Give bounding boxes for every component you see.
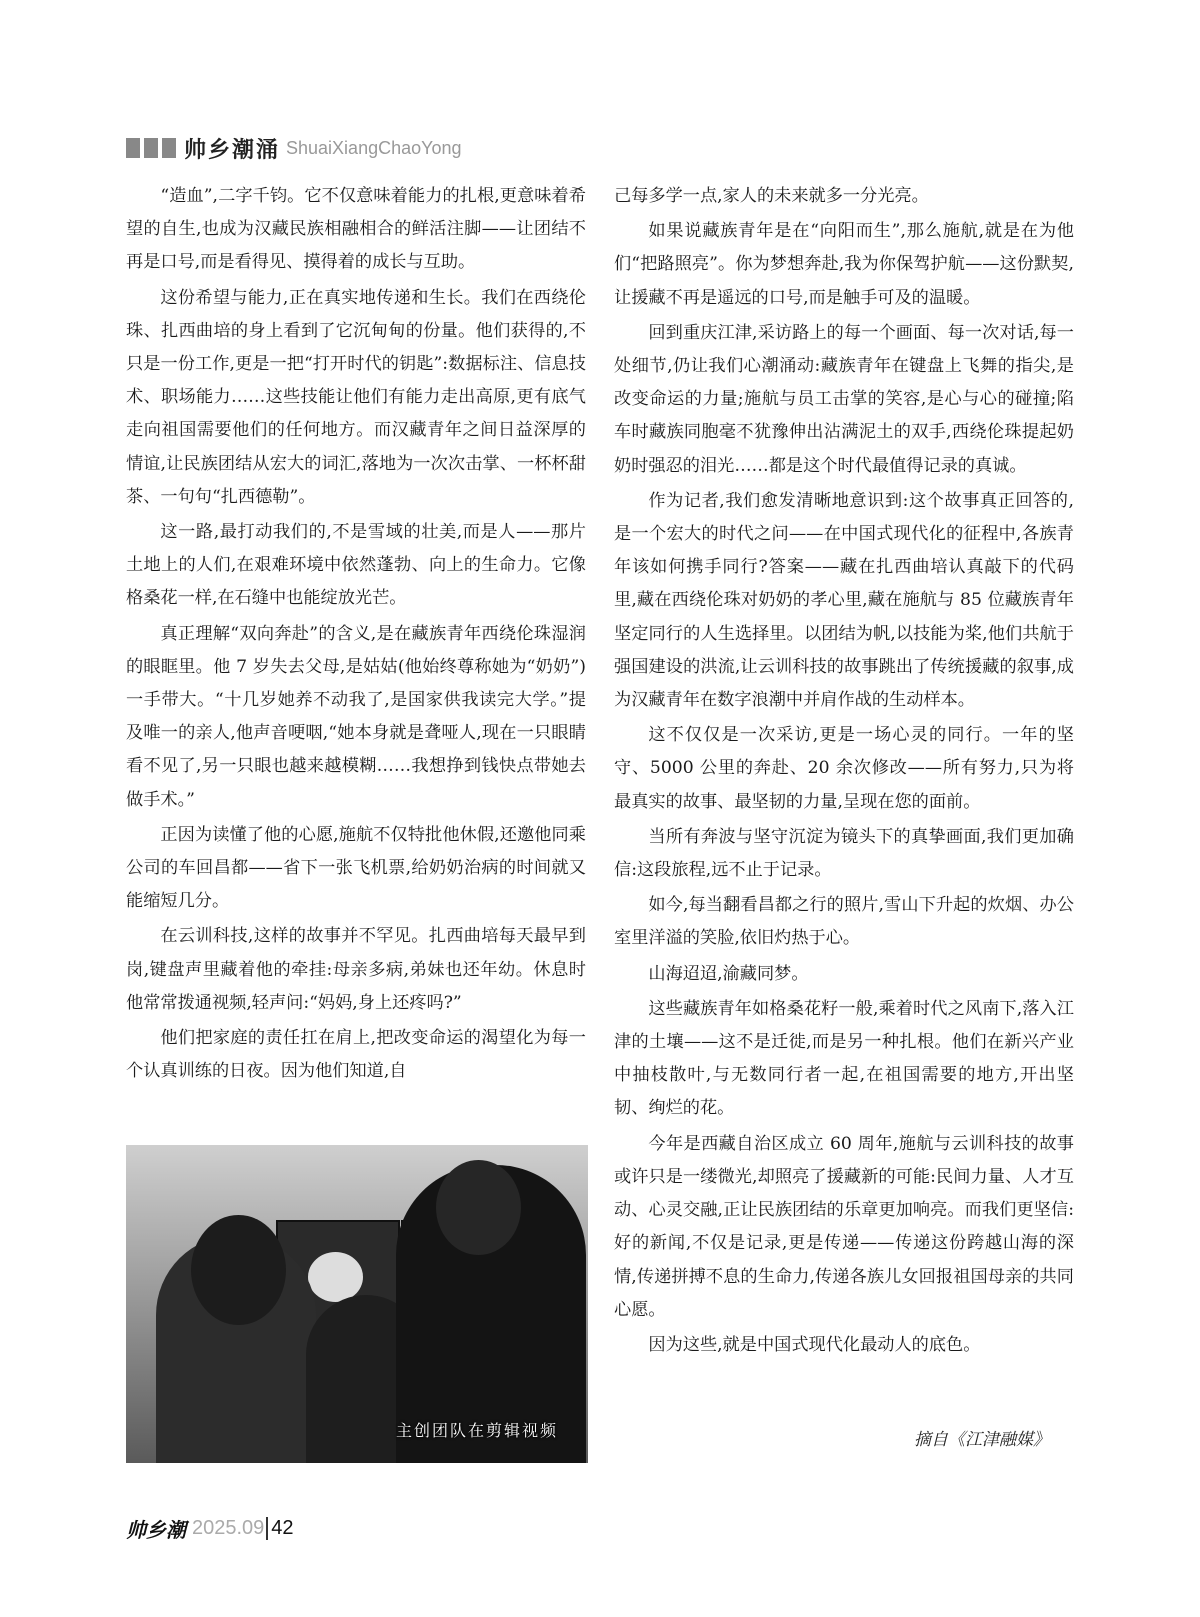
paragraph: 这不仅仅是一次采访,更是一场心灵的同行。一年的坚守、5000 公里的奔赴、20 余次修改——所有努力,只为将最真实的故事、最坚韧的力量,呈现在您的面前。 [614,725,1074,812]
paragraph-continued: 己每多学一点,家人的未来就多一分光亮。 [614,186,929,206]
paragraph: 回到重庆江津,采访路上的每一个画面、每一次对话,每一处细节,仍让我们心潮涌动:藏族青年在键盘上飞舞的指尖,是改变命运的力量;施航与员工击掌的笑容,是心与心的碰撞;陷车时藏族同胞毫不犹豫伸出沾满泥土的双手,西绕伦珠提起奶奶时强忍的泪光……都是这个时代最值得记录的真诚。 [614,322,1074,476]
page-footer [126,1513,294,1543]
paragraph: 这些藏族青年如格桑花籽一般,乘着时代之风南下,落入江津的土壤——这不是迁徙,而是另一种扎根。他们在新兴产业中抽枝散叶,与无数同行者一起,在祖国需要的地方,开出坚韧、绚烂的花。 [614,998,1074,1119]
paragraph: 这份希望与能力,正在真实地传递和生长。我们在西绕伦珠、扎西曲培的身上看到了它沉甸甸的份量。他们获得的,不只是一份工作,更是一把“打开时代的钥匙”:数据标注、信息技术、职场能力……这些技能让他们有能力走出高原,更有底气走向祖国需要他们的任何地方。而汉藏青年之间日益深厚的情谊,让民族团结从宏大的词汇,落地为一次次击掌、一杯杯甜茶、一句句“扎西德勒”。 [126,287,586,507]
paragraph: 真正理解“双向奔赴”的含义,是在藏族青年西绕伦珠湿润的眼眶里。他 7 岁失去父母,是姑姑(他始终尊称她为“奶奶”)一手带大。“十几岁她养不动我了,是国家供我读完大学。”提及唯一的亲人,他声音哽咽,“她本身就是聋哑人,现在一只眼睛看不见了,另一只眼也越来越模糊……我想挣到钱快点带她去做手术。” [126,623,586,810]
article-photo [126,1145,588,1463]
article-source: 摘自《江津融媒》 [914,1430,1050,1450]
footer-logo: 帅乡潮 [126,1517,186,1542]
left-column [126,180,586,1090]
paragraph: 当所有奔波与坚守沉淀为镜头下的真挚画面,我们更加确信:这段旅程,远不止于记录。 [614,826,1074,881]
header-title-cn: 帅乡潮涌 [184,137,281,163]
header-decor-bars [126,138,176,158]
paragraph: “造血”,二字千钧。它不仅意味着能力的扎根,更意味着希望的自生,也成为汉藏民族相融相合的鲜活注脚——让团结不再是口号,而是看得见、摸得着的成长与互助。 [126,186,586,273]
footer-issue: 2025.09 [192,1516,265,1539]
paragraph: 他们把家庭的责任扛在肩上,把改变命运的渴望化为每一个认真训练的日夜。因为他们知道,自 [126,1028,586,1082]
page-number: 42 [266,1517,293,1540]
photo-caption: 主创团队在剪辑视频 [395,1421,558,1440]
paragraph: 山海迢迢,渝藏同梦。 [648,963,809,984]
paragraph: 这一路,最打动我们的,不是雪域的壮美,而是人——那片土地上的人们,在艰难环境中依然蓬勃、向上的生命力。它像格桑花一样,在石缝中也能绽放光芒。 [126,522,586,609]
paragraph: 今年是西藏自治区成立 60 周年,施航与云训科技的故事或许只是一缕微光,却照亮了援藏新的可能:民间力量、人才互动、心灵交融,正让民族团结的乐章更加响亮。而我们更坚信:好的新闻,不仅是记录,更是传递——传递这份跨越山海的深情,传递拼搏不息的生命力,传递各族儿女回报祖国母亲的共同心愿。 [614,1133,1074,1320]
page-header [126,130,462,166]
person-silhouette [156,1235,316,1463]
paragraph: 正因为读懂了他的心愿,施航不仅特批他休假,还邀他同乘公司的车回昌都——省下一张飞机票,给奶奶治病的时间就又能缩短几分。 [126,824,586,912]
header-title-en: ShuaiXiangChaoYong [286,137,462,158]
paragraph: 如果说藏族青年是在“向阳而生”,那么施航,就是在为他们“把路照亮”。你为梦想奔赴,我为你保驾护航——这份默契,让援藏不再是遥远的口号,而是触手可及的温暖。 [614,221,1074,308]
right-column [614,180,1074,1364]
paragraph: 作为记者,我们愈发清晰地意识到:这个故事真正回答的,是一个宏大的时代之问——在中国式现代化的征程中,各族青年该如何携手同行?答案——藏在扎西曲培认真敲下的代码里,藏在西绕伦珠对奶奶的孝心里,藏在施航与 85 位藏族青年坚定同行的人生选择里。以团结为帆,以技能为桨,他们共航于强国建设的洪流,让云训科技的故事跳出了传统援藏的叙事,成为汉藏青年在数字浪潮中并肩作战的生动样本。 [614,490,1074,711]
paragraph: 因为这些,就是中国式现代化最动人的底色。 [648,1334,981,1355]
paragraph: 在云训科技,这样的故事并不罕见。扎西曲培每天最早到岗,键盘声里藏着他的牵挂:母亲多病,弟妹也还年幼。休息时他常常拨通视频,轻声问:“妈妈,身上还疼吗?” [126,926,586,1013]
paragraph: 如今,每当翻看昌都之行的照片,雪山下升起的炊烟、办公室里洋溢的笑脸,依旧灼热于心。 [614,895,1074,949]
